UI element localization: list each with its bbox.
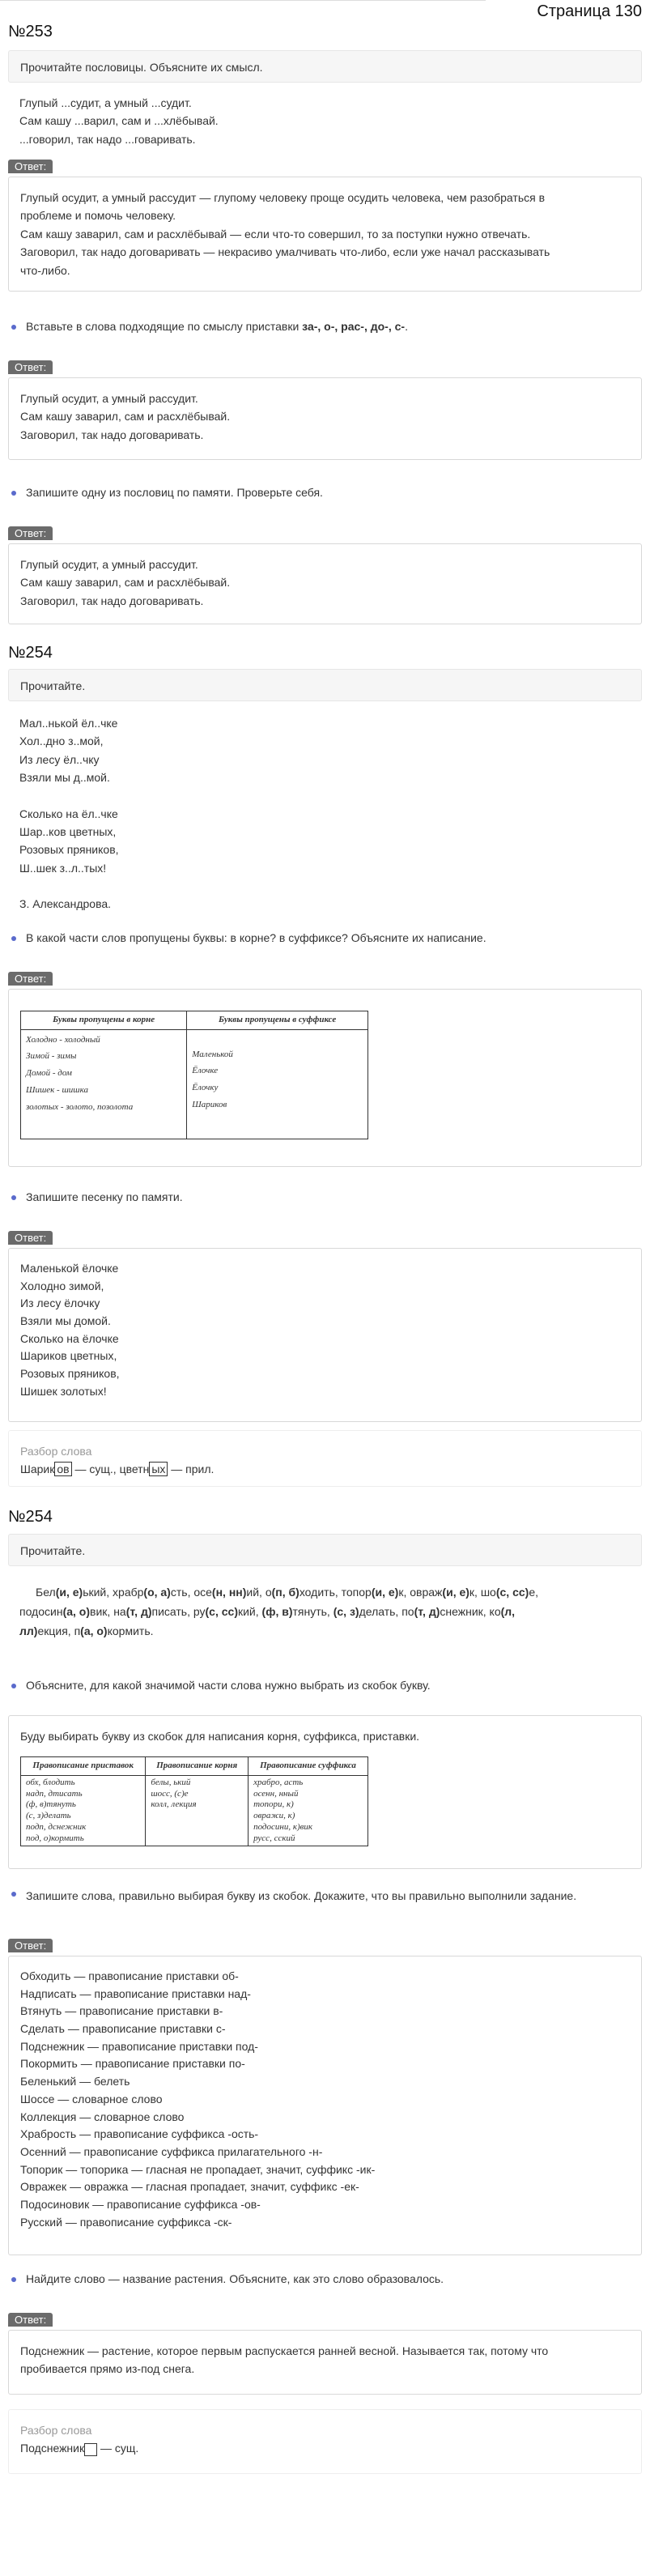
answer-line: проблеме и помочь человеку. [20,209,176,223]
task-253-question-3: Запишите одну из пословиц по памяти. Проверьте себя. [8,486,323,499]
answer-tag: Ответ: [8,972,53,986]
song-line: Шариков цветных, [20,1349,117,1363]
task-254-poem [19,714,119,913]
answer-line: Втянуть — правописание приставки в- [20,2004,223,2018]
table-root-cell: Холодно - холодный Зимой - зимы Домой - дом Шишек - шишка золотых - золото, позолота [21,1029,187,1139]
poem-line: Мал..нькой ёл..чке [19,717,118,730]
word-parse-title: Разбор слова [20,2424,92,2437]
task-254b-answer-2 [8,1956,642,2255]
answer-line: Сам кашу заварил, сам и расхлёбывай. [20,410,231,424]
proverb-line: Сам кашу ...варил, сам и ...хлёбывай. [19,114,219,128]
task-254b-question-3: Найдите слово — название растения. Объясните, как это слово образовалось. [8,2272,444,2285]
answer-line: Сделать — правописание приставки с- [20,2022,226,2036]
answer-line: Сам кашу заварил, сам и расхлёбывай — если что-то совершил, то за поступки нужно отвечать. [20,227,531,241]
exercise-line-1: Бел(и, е)ький, храбр(о, а)сть, осе(н, нн)ий, о(п, б)ходить, топор(и, е)к, овраж(и, е)к, шо(с, сс)е, [36,1586,538,1599]
question-text: Вставьте в слова подходящие по смыслу приставки [26,320,303,333]
task-254-number: №254 [8,644,53,662]
song-line: Из лесу ёлочку [20,1297,100,1310]
table-prefix-cell: обх, блодить надп, дтисать (ф, в)тянуть (с, з)делать подп, дснежник под, о)кормить [21,1775,146,1846]
proverb-line: ...говорил, так надо ...говаривать. [19,132,196,146]
answer-line: Надписать — правописание приставки над- [20,1986,251,2000]
parse-word: Подснежник [20,2442,85,2455]
parse-word-root: цветн [119,1463,150,1476]
answer-line: Осенний — правописание суффикса прилагательного -н- [20,2144,323,2158]
task-254b-answer-3 [8,2330,642,2395]
answer-line: Покормить — правописание приставки по- [20,2057,245,2071]
table-header: Правописание приставок [21,1757,146,1776]
task-254b-question-1: Объясните, для какой значимой части слова нужно выбрать из скобок букву. [8,1679,431,1692]
answer-tag: Ответ: [8,360,53,374]
answer-tag: Ответ: [8,1939,53,1952]
song-line: Взяли мы домой. [20,1314,111,1328]
poem-line: Сколько на ёл..чке [19,807,118,820]
answer-line: Подснежник — правописание приставки под- [20,2039,258,2053]
song-line: Шишек золотых! [20,1384,107,1398]
task-253-instruction [8,50,642,83]
letters-table [20,1011,368,1139]
task-254-instruction [8,669,642,701]
task-253-number: №253 [8,23,53,40]
answer-line: Глупый осудит, а умный рассудит — глупому человеку проще осудить человека, чем разобраться в [20,191,546,204]
answer-line: Заговорил, так надо договаривать. [20,428,204,441]
task-254b-instruction-text: Прочитайте. [20,1544,86,1557]
task-254-answer-table-box [8,989,642,1167]
answer-tag: Ответ: [8,160,53,173]
answer-line: Глупый осудит, а умный рассудит. [20,558,198,571]
parse-word-root: Шарик [20,1463,55,1476]
answer-line: Буду выбирать букву из скобок для написания корня, суффикса, приставки. [20,1730,420,1743]
answer-line: Заговорил, так надо договаривать — некрасиво умалчивать что-либо, если уже начал рассказывать [20,245,550,259]
task-254-word-parse [8,1430,642,1487]
top-rule [0,0,486,1]
table-suffix-cell: Маленькой Ёлочке Ёлочку Шариков [187,1029,368,1139]
answer-line: Подснежник — растение, которое первым распускается ранней весной. Называется так, потому что [20,2344,549,2357]
answer-line: Шоссе — словарное слово [20,2092,163,2106]
table-header: Правописание суффикса [249,1757,368,1776]
task-254b-text [19,1583,642,1641]
word-parse-title: Разбор слова [20,1445,92,1458]
answer-line: Сам кашу заварил, сам и расхлёбывай. [20,576,231,590]
answer-tag: Ответ: [8,526,53,540]
task-254-question-1: В какой части слов пропущены буквы: в корне? в суффиксе? Объясните их написание. [8,931,486,944]
answer-line: Глупый осудит, а умный рассудит. [20,392,198,405]
answer-line: Коллекция — словарное слово [20,2110,185,2123]
task-254-instruction-text: Прочитайте. [20,679,86,692]
page-number-label: Страница 130 [537,2,642,20]
exercise-line-2: подосин(а, о)вик, на(т, д)писать, ру(с, сс)кий, (ф, в)тянуть, (с, з)делать, по(т, д)снежник, ко(л, [19,1604,516,1618]
task-253-proverbs [19,94,219,148]
task-254b-question-2: Запишите слова, правильно выбирая букву из скобок. Докажите, что вы правильно выполнили задание. [8,1887,637,1905]
spelling-table [20,1756,368,1846]
answer-line: что-либо. [20,263,70,277]
task-254-answer-song [8,1248,642,1422]
song-line: Холодно зимой, [20,1279,104,1292]
poem-line: Шар..ков цветных, [19,824,117,838]
task-253-instruction-text: Прочитайте пословицы. Объясните их смысл. [20,61,263,74]
task-253-answer-3 [8,543,642,624]
task-254b-instruction [8,1534,642,1566]
answer-line: пробивается прямо из-под снега. [20,2362,195,2376]
poem-line: Взяли мы д..мой. [19,771,110,785]
answer-line: Заговорил, так надо договаривать. [20,594,204,607]
poem-line: Хол..дно з..мой, [19,734,104,748]
song-line: Розовых пряников, [20,1367,120,1381]
word-parse-line: Подснежник — сущ. [20,2442,139,2455]
empty-ending-box [84,2443,97,2456]
answer-line: Обходить — правописание приставки об- [20,1969,239,1982]
table-root-cell: белы, ький шосс, (с)е колл, лекция [146,1775,249,1846]
answer-line: Топорик — топорика — гласная не пропадает, значит, суффикс -ик- [20,2162,376,2176]
task-253-answer-1 [8,177,642,292]
proverb-line: Глупый ...судит, а умный ...судит. [19,96,192,109]
answer-line: Русский — правописание суффикса -ск- [20,2215,232,2229]
song-line: Маленькой ёлочке [20,1262,119,1275]
exercise-line-3: лл)екция, п(а, о)кормить. [19,1624,154,1637]
table-header: Правописание корня [146,1757,249,1776]
table-header: Буквы пропущены в суффиксе [187,1011,368,1030]
poem-line: Ш..шек з..л..тых! [19,861,107,875]
task-254b-word-parse [8,2409,642,2474]
answer-tag: Ответ: [8,1231,53,1245]
question-prefixes: за-, о-, рас-, до-, с- [302,320,406,333]
answer-line: Беленький — белеть [20,2075,130,2088]
answer-line: Овражек — овражка — гласная пропадает, значит, суффикс -ек- [20,2180,359,2194]
task-254-question-2: Запишите песенку по памяти. [8,1190,183,1203]
task-253-answer-2 [8,377,642,460]
table-suffix-cell: храбро, асть осенн, нный топори, к) овражи, к) подосини, к)вик русс, сский [249,1775,368,1846]
poem-line: Розовых пряников, [19,843,119,857]
answer-line: Подосиновик — правописание суффикса -ов- [20,2197,261,2211]
task-254b-answer-1 [8,1715,642,1869]
answer-tag: Ответ: [8,2313,53,2327]
song-line: Сколько на ёлочке [20,1331,119,1345]
poem-author: З. Александрова. [19,897,112,911]
table-header: Буквы пропущены в корне [21,1011,187,1030]
task-253-question-2: Вставьте в слова подходящие по смыслу приставки за-, о-, рас-, до-, с-. [8,320,408,333]
task-254b-number: №254 [8,1508,53,1526]
parse-word-ending: ых [149,1462,168,1476]
poem-line: Из лесу ёл..чку [19,752,100,766]
answer-line: Храбрость — правописание суффикса -ость- [20,2127,259,2141]
word-parse-line: Шарик ов — сущ., цветн ых — прил. [20,1463,215,1476]
parse-word-ending: ов [54,1462,71,1476]
